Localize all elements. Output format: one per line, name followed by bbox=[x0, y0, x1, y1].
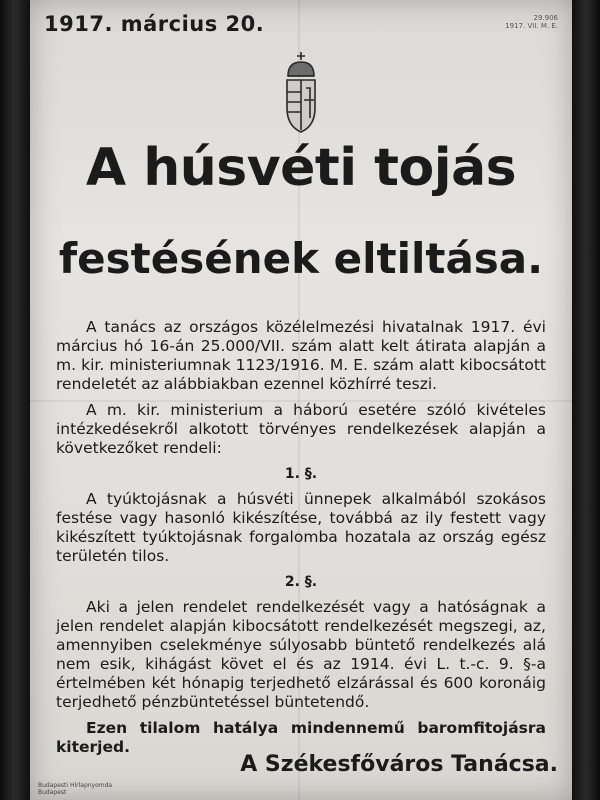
paragraph-intro: A tanács az országos közélelmezési hivatalnak 1917. évi március hó 16-án 25.000/VII. szám alatt kelt átirata alapján a m. kir. ministeriumnak 1123/1916. M. E. szám alatt kibocsátott rendeletét az alábbiakban ezennel közhírré teszi. bbox=[56, 318, 546, 393]
poster-body bbox=[56, 318, 546, 764]
printer-line-1: Budapesti Hírlapnyomda bbox=[38, 782, 113, 789]
section-1-text: A tyúktojásnak a húsvéti ünnepek alkalmából szokásos festése vagy hasonló kikészítése, továbbá az ily festett vagy kikészített tyúktojásnak forgalomba hozatala az ország egész területén tilos. bbox=[56, 490, 546, 565]
section-2-text: Aki a jelen rendelet rendelkezését vagy a hatóságnak a jelen rendelet alapján kibocsátott rendelkezését megszegi, az, amennyiben cselekménye súlyosabb büntető rendelkezés alá nem esik, kihágást követ el és az 1914. évi L. t.-c. 9. §-a értelmében két hónapig terjedhető elzárással és 600 koronáig terjedhető pénzbüntetéssel büntetendő. bbox=[56, 598, 546, 711]
paragraph-ministry: A m. kir. ministerium a háború esetére szóló kivételes intézkedésekről alkotott törvényes rendelkezések alapján a következőket rendeli: bbox=[56, 401, 546, 457]
section-1-heading: 1. §. bbox=[284, 466, 318, 482]
reference-line-1: 29.906 bbox=[533, 14, 558, 22]
signature: A Székesfőváros Tanácsa. bbox=[240, 752, 558, 777]
reference-line-2: 1917. VII. M. E. bbox=[505, 22, 558, 30]
poster-date: 1917. március 20. bbox=[44, 12, 265, 36]
coat-of-arms-icon bbox=[282, 48, 320, 136]
poster-title-line-1: A húsvéti tojás bbox=[85, 138, 517, 198]
reference-number bbox=[505, 14, 558, 30]
poster bbox=[30, 0, 572, 800]
printer-imprint bbox=[38, 782, 112, 796]
poster-title-line-2: festésének eltiltása. bbox=[58, 234, 544, 283]
printer-line-2: Budapest bbox=[38, 789, 67, 796]
section-2-heading: 2. §. bbox=[284, 574, 318, 590]
closing-statement: Ezen tilalom hatálya mindennemű baromfitojásra kiterjed. bbox=[56, 719, 546, 756]
